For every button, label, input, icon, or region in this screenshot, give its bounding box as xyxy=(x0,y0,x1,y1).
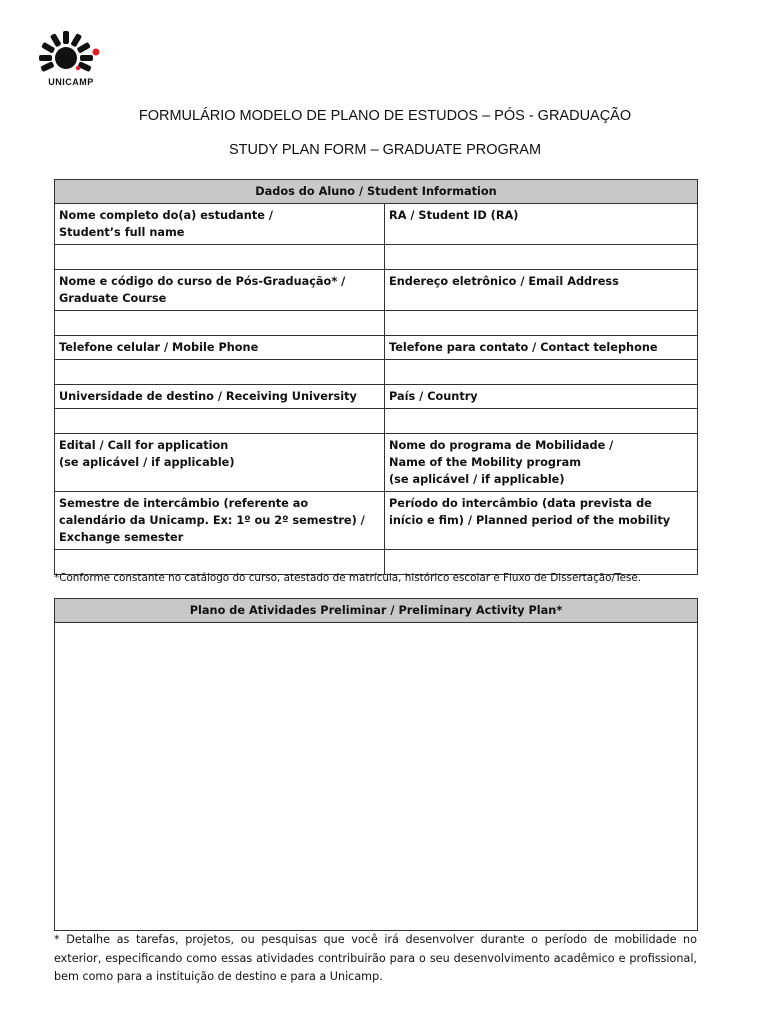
activity-plan-footnote: * Detalhe as tarefas, projetos, ou pesquisas que você irá desenvolver durante o período de mobilidade no exterior, especificando como essas atividades contribuirão para o seu desenvolvimento acadêmico e profissional, bem como para a instituição de destino e para a Unicamp. xyxy=(54,933,697,983)
mobility-period-label xyxy=(385,492,698,550)
student-id-label xyxy=(385,204,698,245)
activity-plan-table xyxy=(54,598,698,931)
contact-telephone-field-cell xyxy=(385,360,698,385)
full-name-field-cell xyxy=(55,245,385,270)
label-line: (se aplicável / if applicable) xyxy=(59,456,235,469)
email-field[interactable] xyxy=(389,315,693,331)
contact-telephone-label xyxy=(385,336,698,360)
label-line: Endereço eletrônico / Email Address xyxy=(389,275,619,288)
mobile-phone-label xyxy=(55,336,385,360)
mobile-phone-field[interactable] xyxy=(59,364,380,380)
label-row xyxy=(55,336,698,360)
label-line: calendário da Unicamp. Ex: 1º ou 2º semestre) / xyxy=(59,514,365,527)
label-line: Telefone para contato / Contact telephone xyxy=(389,341,658,354)
exchange-semester-label xyxy=(55,492,385,550)
activity-plan-textarea[interactable] xyxy=(59,626,693,922)
section-header-row xyxy=(55,599,698,623)
logo-red-dot xyxy=(93,49,100,56)
label-row xyxy=(55,385,698,409)
unicamp-logo xyxy=(38,22,110,88)
form-title-pt: FORMULÁRIO MODELO DE PLANO DE ESTUDOS – PÓS - GRADUAÇÃO xyxy=(138,108,632,124)
label-line: Edital / Call for application xyxy=(59,439,229,452)
country-label xyxy=(385,385,698,409)
exchange-semester-field-cell xyxy=(55,550,385,575)
label-line: Name of the Mobility program xyxy=(389,456,581,469)
email-field-cell xyxy=(385,311,698,336)
input-row xyxy=(55,550,698,575)
unicamp-logo-icon xyxy=(38,22,110,80)
country-field[interactable] xyxy=(389,413,693,429)
logo-text: UNICAMP xyxy=(48,77,94,87)
input-row xyxy=(55,409,698,434)
exchange-semester-field[interactable] xyxy=(59,554,380,570)
student-info-table xyxy=(54,179,698,575)
email-label xyxy=(385,270,698,311)
label-line: País / Country xyxy=(389,390,478,403)
label-line: Nome e código do curso de Pós-Graduação* / xyxy=(59,275,346,288)
graduate-course-field-cell xyxy=(55,311,385,336)
contact-telephone-field[interactable] xyxy=(389,364,693,380)
label-line: (se aplicável / if applicable) xyxy=(389,473,565,486)
receiving-university-field-cell xyxy=(55,409,385,434)
label-line: Período do intercâmbio (data prevista de xyxy=(389,497,652,510)
plan-area-cell xyxy=(55,623,698,931)
course-catalog-footnote: *Conforme constante no catálogo do curso, atestado de matrícula, histórico escolar e Fluxo de Dissertação/Tese. xyxy=(54,572,642,584)
student-section-header: Dados do Aluno / Student Information xyxy=(55,180,698,204)
label-line: RA / Student ID (RA) xyxy=(389,209,519,222)
plan-area-row xyxy=(55,623,698,931)
label-line: Semestre de intercâmbio (referente ao xyxy=(59,497,309,510)
receiving-university-label xyxy=(55,385,385,409)
full-name-label xyxy=(55,204,385,245)
input-row xyxy=(55,311,698,336)
mobility-program-label xyxy=(385,434,698,492)
label-row xyxy=(55,492,698,550)
label-line: Exchange semester xyxy=(59,531,184,544)
section-header-row xyxy=(55,180,698,204)
mobility-period-field-cell xyxy=(385,550,698,575)
label-line: início e fim) / Planned period of the mobility xyxy=(389,514,671,527)
label-line: Telefone celular / Mobile Phone xyxy=(59,341,259,354)
label-line: Graduate Course xyxy=(59,292,167,305)
graduate-course-field[interactable] xyxy=(59,315,380,331)
form-title-en: STUDY PLAN FORM – GRADUATE PROGRAM xyxy=(228,142,542,158)
input-row xyxy=(55,360,698,385)
student-id-field[interactable] xyxy=(389,249,693,265)
input-row xyxy=(55,245,698,270)
label-line: Student’s full name xyxy=(59,226,185,239)
mobile-phone-field-cell xyxy=(55,360,385,385)
label-row xyxy=(55,204,698,245)
student-id-field-cell xyxy=(385,245,698,270)
country-field-cell xyxy=(385,409,698,434)
plan-section-header: Plano de Atividades Preliminar / Preliminary Activity Plan* xyxy=(55,599,698,623)
label-row xyxy=(55,270,698,311)
label-line: Nome completo do(a) estudante / xyxy=(59,209,273,222)
graduate-course-label xyxy=(55,270,385,311)
call-for-application-label xyxy=(55,434,385,492)
mobility-period-field[interactable] xyxy=(389,554,693,570)
full-name-field[interactable] xyxy=(59,249,380,265)
label-line: Universidade de destino / Receiving University xyxy=(59,390,357,403)
label-line: Nome do programa de Mobilidade / xyxy=(389,439,614,452)
receiving-university-field[interactable] xyxy=(59,413,380,429)
label-row xyxy=(55,434,698,492)
